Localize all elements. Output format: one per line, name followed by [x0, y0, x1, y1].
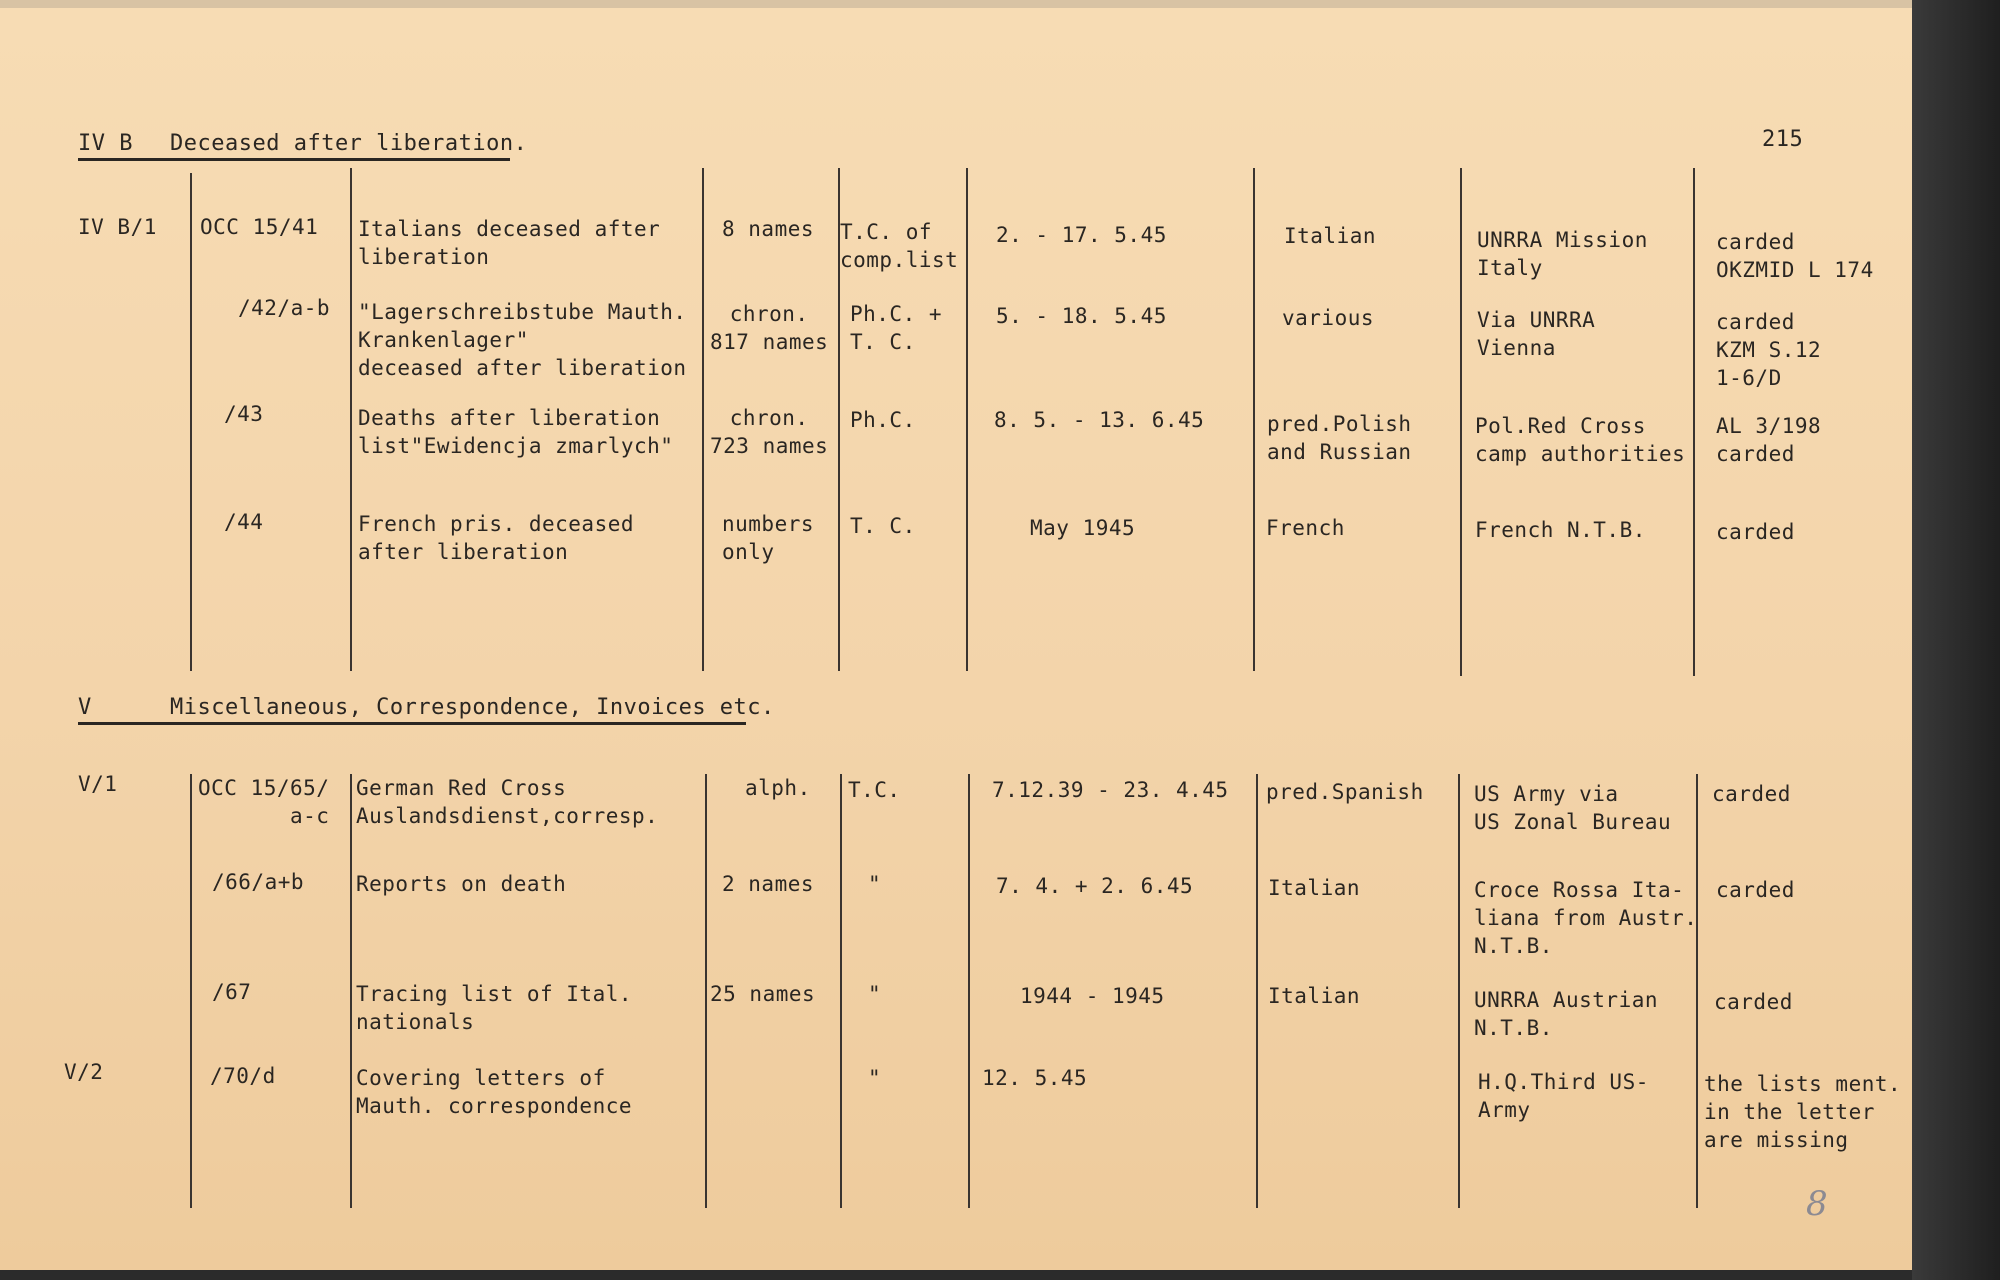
v-row3-source: UNRRA Austrian N.T.B. — [1474, 988, 1659, 1040]
section-v-title: Miscellaneous, Correspondence, Invoices etc. — [170, 695, 775, 720]
rule — [350, 774, 352, 1208]
v-row4-id: V/2 — [64, 1060, 104, 1084]
ivb-row4-status: carded — [1716, 520, 1795, 544]
v-row3-desc: Tracing list of Ital. nationals — [356, 982, 633, 1034]
v-row3-type: " — [868, 982, 882, 1006]
v-row4-dates: 12. 5.45 — [982, 1066, 1088, 1090]
ivb-row2-source: Via UNRRA Vienna — [1477, 308, 1596, 360]
ivb-row1-type: T.C. of comp.list — [840, 220, 959, 272]
v-row4-ref: /70/d — [210, 1064, 276, 1088]
v-row3-ref: /67 — [212, 980, 252, 1004]
v-row1-status: carded — [1712, 782, 1791, 806]
ivb-row1-nationality: Italian — [1284, 224, 1377, 248]
ivb-row3-source: Pol.Red Cross camp authorities — [1475, 414, 1686, 466]
ivb-row3-ref: /43 — [224, 402, 264, 426]
rule — [840, 774, 842, 1208]
v-row4-desc: Covering letters of Mauth. correspondence — [356, 1066, 633, 1118]
page-top-edge — [0, 0, 1912, 8]
v-row2-dates: 7. 4. + 2. 6.45 — [996, 874, 1194, 898]
ivb-row3-dates: 8. 5. - 13. 6.45 — [994, 408, 1205, 432]
rule — [705, 774, 707, 1208]
ivb-row2-status: carded KZM S.12 1-6/D — [1716, 310, 1822, 390]
ivb-row2-type: Ph.C. + T. C. — [850, 302, 943, 354]
ivb-row1-id: IV B/1 — [78, 215, 157, 239]
rule — [966, 168, 968, 671]
ivb-row1-ref: OCC 15/41 — [200, 215, 319, 239]
v-row1-count: alph. — [745, 776, 811, 800]
ivb-row4-source: French N.T.B. — [1475, 518, 1646, 542]
section-ivb-code: IV B — [78, 131, 133, 156]
v-row3-dates: 1944 - 1945 — [1020, 984, 1165, 1008]
v-row1-source: US Army via US Zonal Bureau — [1474, 782, 1672, 834]
ivb-row2-count: chron. 817 names — [710, 302, 829, 354]
v-row1-nationality: pred.Spanish — [1266, 780, 1424, 804]
v-row1-ref: OCC 15/65/ a-c — [198, 776, 330, 828]
rule — [350, 168, 352, 671]
ivb-row3-nationality: pred.Polish and Russian — [1267, 412, 1412, 464]
rule — [1458, 774, 1460, 1208]
rule — [1460, 168, 1462, 676]
v-row2-desc: Reports on death — [356, 872, 567, 896]
ivb-row1-dates: 2. - 17. 5.45 — [996, 223, 1167, 247]
ivb-row3-desc: Deaths after liberation list"Ewidencja zmarlych" — [358, 406, 674, 458]
ivb-row2-dates: 5. - 18. 5.45 — [996, 304, 1167, 328]
ivb-row4-nationality: French — [1266, 516, 1345, 540]
dark-background-strip — [1912, 0, 2000, 1280]
ivb-row3-count: chron. 723 names — [710, 406, 829, 458]
v-row3-status: carded — [1714, 990, 1793, 1014]
rule — [1693, 168, 1695, 676]
ivb-row4-dates: May 1945 — [1030, 516, 1136, 540]
rule — [1253, 168, 1255, 671]
rule — [702, 168, 704, 671]
v-row1-dates: 7.12.39 - 23. 4.45 — [992, 778, 1229, 802]
ivb-row4-type: T. C. — [850, 514, 916, 538]
rule — [190, 173, 192, 671]
v-row2-status: carded — [1716, 878, 1795, 902]
v-row2-source: Croce Rossa Ita- liana from Austr. N.T.B. — [1474, 878, 1698, 958]
v-row1-desc: German Red Cross Auslandsdienst,corresp. — [356, 776, 659, 828]
ivb-row3-type: Ph.C. — [850, 408, 916, 432]
ivb-row4-desc: French pris. deceased after liberation — [358, 512, 635, 564]
v-row2-type: " — [868, 872, 882, 896]
section-ivb-underline — [78, 158, 510, 161]
ivb-row3-status: AL 3/198 carded — [1716, 414, 1822, 466]
v-row4-source: H.Q.Third US- Army — [1478, 1070, 1649, 1122]
section-ivb-title: Deceased after liberation. — [170, 131, 528, 156]
document-page — [0, 8, 1912, 1270]
ivb-row4-ref: /44 — [224, 510, 264, 534]
section-v-code: V — [78, 695, 92, 720]
page-number: 215 — [1762, 127, 1804, 152]
v-row2-nationality: Italian — [1268, 876, 1361, 900]
ivb-row1-source: UNRRA Mission Italy — [1477, 228, 1648, 280]
ivb-row2-ref: /42/a-b — [238, 296, 331, 320]
rule — [1696, 774, 1698, 1208]
v-row1-type: T.C. — [848, 778, 901, 802]
v-row3-nationality: Italian — [1268, 984, 1361, 1008]
v-row1-id: V/1 — [78, 772, 118, 796]
v-row4-status: the lists ment. in the letter are missing — [1704, 1072, 1902, 1152]
v-row2-count: 2 names — [722, 872, 815, 896]
v-row2-ref: /66/a+b — [212, 870, 305, 894]
ivb-row1-status: carded OKZMID L 174 — [1716, 230, 1874, 282]
v-row4-type: " — [868, 1066, 882, 1090]
ivb-row2-desc: "Lagerschreibstube Mauth. Krankenlager" deceased after liberation — [358, 300, 687, 380]
handwritten-mark: 8 — [1806, 1184, 1829, 1224]
ivb-row4-count: numbers only — [722, 512, 815, 564]
ivb-row1-count: 8 names — [722, 217, 815, 241]
section-v-underline — [78, 722, 746, 725]
v-row3-count: 25 names — [710, 982, 816, 1006]
ivb-row1-desc: Italians deceased after liberation — [358, 217, 661, 269]
rule — [1256, 774, 1258, 1208]
ivb-row2-nationality: various — [1282, 306, 1375, 330]
rule — [190, 774, 192, 1208]
rule — [968, 774, 970, 1208]
